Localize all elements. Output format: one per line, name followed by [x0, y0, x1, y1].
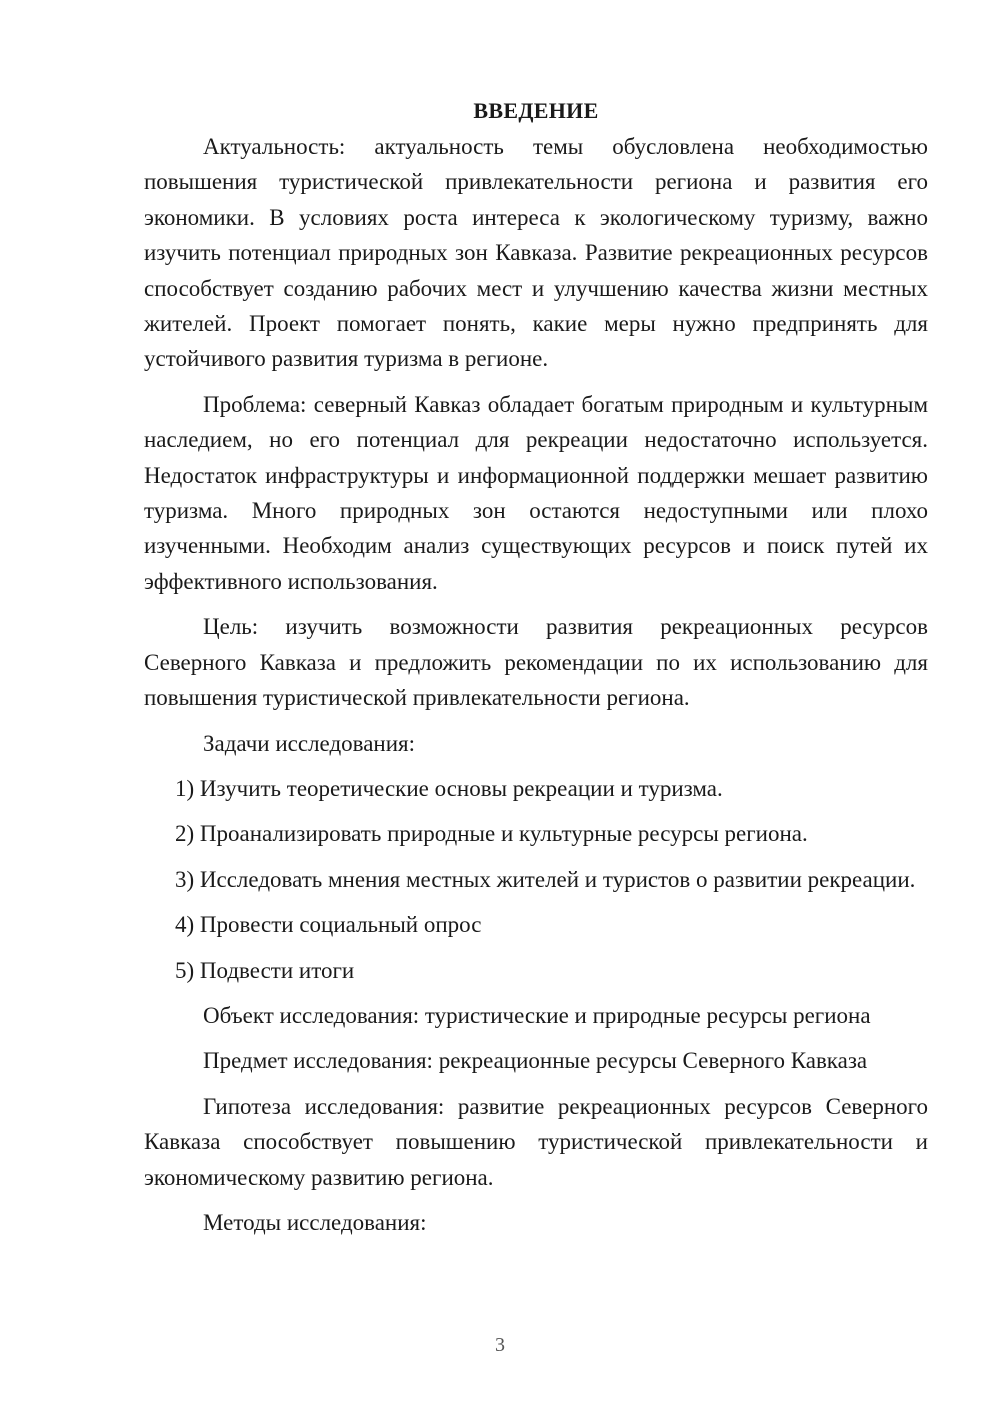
object-paragraph: Объект исследования: туристические и природные ресурсы региона	[203, 1002, 871, 1028]
goal-paragraph: Цель: изучить возможности развития рекреационных ресурсов Северного Кавказа и предложить рекомендации по их использованию для повышения туристической привлекательности региона.	[144, 614, 928, 711]
tasks-heading: Задачи исследования:	[203, 730, 416, 756]
task-item-2: 2) Проанализировать природные и культурные ресурсы региона.	[175, 821, 808, 847]
relevance-paragraph: Актуальность: актуальность темы обусловлена необходимостью повышения туристической привлекательности региона и развития его экономики. В условиях роста интереса к экологическому туризму, важно изучить потенциал природных зон Кавказа. Развитие рекреационных ресурсов способствует созданию рабочих мест и улучшению качества жизни местных жителей. Проект помогает понять, какие меры нужно предпринять для устойчивого развития туризма в регионе.	[144, 134, 928, 372]
methods-heading: Методы исследования:	[203, 1209, 427, 1235]
tasks-list	[144, 771, 928, 988]
task-item-4: 4) Провести социальный опрос	[175, 912, 482, 938]
problem-paragraph: Проблема: северный Кавказ обладает богатым природным и культурным наследием, но его потенциал для рекреации недостаточно используется. Недостаток инфраструктуры и информационной поддержки мешает развитию туризма. Много природных зон остаются недоступными или плохо изученными. Необходим анализ существующих ресурсов и поиск путей их эффективного использования.	[144, 391, 928, 594]
document-page	[144, 94, 928, 1250]
task-item-5: 5) Подвести итоги	[175, 957, 355, 983]
page-number: 3	[495, 1334, 505, 1356]
task-item-3: 3) Исследовать мнения местных жителей и туристов о развитии рекреации.	[175, 866, 916, 892]
document-title: ВВЕДЕНИЕ	[473, 98, 599, 123]
subject-paragraph: Предмет исследования: рекреационные ресурсы Северного Кавказа	[203, 1048, 868, 1074]
task-item-1: 1) Изучить теоретические основы рекреации и туризма.	[175, 775, 723, 801]
hypothesis-paragraph: Гипотеза исследования: развитие рекреационных ресурсов Северного Кавказа способствует повышению туристической привлекательности и экономическому развитию региона.	[144, 1093, 928, 1190]
